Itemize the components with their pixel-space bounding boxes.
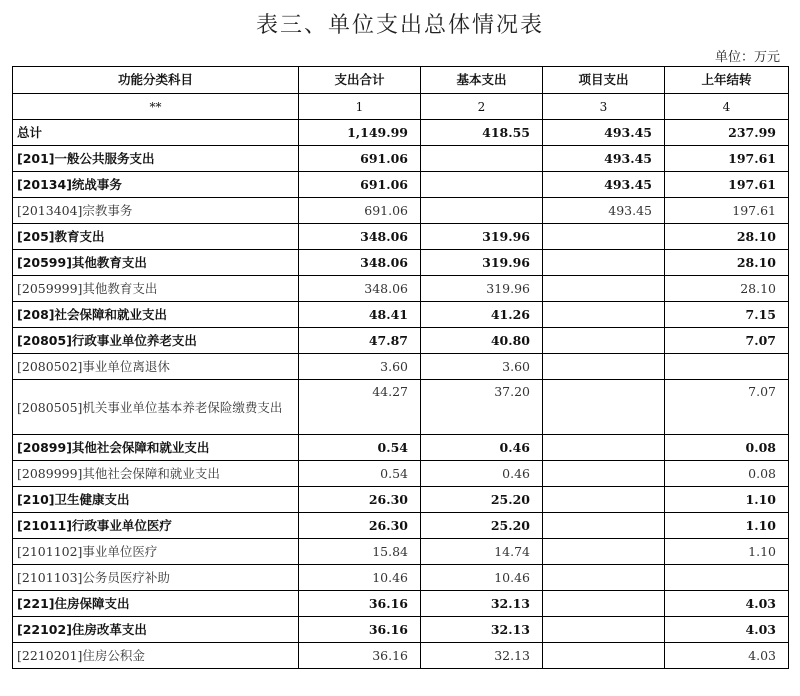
carryover-cell: 7.07 <box>665 380 789 435</box>
project-cell: 493.45 <box>543 120 665 146</box>
header-category: 功能分类科目 <box>13 67 299 94</box>
table-row <box>13 120 789 146</box>
table-row <box>13 539 789 565</box>
table-row <box>13 146 789 172</box>
carryover-cell <box>665 354 789 380</box>
category-cell: [201]一般公共服务支出 <box>13 146 299 172</box>
carryover-cell: 28.10 <box>665 276 789 302</box>
category-cell: [20134]统战事务 <box>13 172 299 198</box>
unit-label: 单位：万元 <box>714 50 780 65</box>
basic-cell: 319.96 <box>421 224 543 250</box>
carryover-cell: 197.61 <box>665 198 789 224</box>
total-cell: 44.27 <box>299 380 421 435</box>
table-row <box>13 224 789 250</box>
total-cell: 15.84 <box>299 539 421 565</box>
basic-cell: 418.55 <box>421 120 543 146</box>
table-row <box>13 302 789 328</box>
table-row <box>13 461 789 487</box>
category-cell: [2080505]机关事业单位基本养老保险缴费支出 <box>13 380 299 435</box>
basic-cell <box>421 146 543 172</box>
category-cell: [208]社会保障和就业支出 <box>13 302 299 328</box>
total-cell: 10.46 <box>299 565 421 591</box>
index-cell: 1 <box>299 94 421 120</box>
carryover-cell: 7.15 <box>665 302 789 328</box>
project-cell <box>543 224 665 250</box>
basic-cell <box>421 172 543 198</box>
table-row <box>13 435 789 461</box>
category-cell: [21011]行政事业单位医疗 <box>13 513 299 539</box>
table-row <box>13 565 789 591</box>
basic-cell: 25.20 <box>421 513 543 539</box>
basic-cell: 0.46 <box>421 461 543 487</box>
carryover-cell: 4.03 <box>665 591 789 617</box>
category-cell: [2059999]其他教育支出 <box>13 276 299 302</box>
carryover-cell <box>665 565 789 591</box>
total-cell: 0.54 <box>299 435 421 461</box>
category-cell: [2101103]公务员医疗补助 <box>13 565 299 591</box>
table-row <box>13 591 789 617</box>
table-row <box>13 354 789 380</box>
basic-cell: 37.20 <box>421 380 543 435</box>
header-row <box>13 67 789 94</box>
total-cell: 36.16 <box>299 643 421 669</box>
total-cell: 36.16 <box>299 591 421 617</box>
total-cell: 3.60 <box>299 354 421 380</box>
basic-cell: 32.13 <box>421 591 543 617</box>
project-cell <box>543 302 665 328</box>
project-cell <box>543 487 665 513</box>
project-cell: 493.45 <box>543 198 665 224</box>
table-body <box>13 120 789 669</box>
basic-cell: 25.20 <box>421 487 543 513</box>
total-cell: 48.41 <box>299 302 421 328</box>
table-row <box>13 250 789 276</box>
project-cell: 493.45 <box>543 146 665 172</box>
table-row <box>13 276 789 302</box>
total-cell: 47.87 <box>299 328 421 354</box>
index-cell: 4 <box>665 94 789 120</box>
category-cell: [205]教育支出 <box>13 224 299 250</box>
table-row <box>13 172 789 198</box>
carryover-cell: 1.10 <box>665 487 789 513</box>
header-carryover: 上年结转 <box>665 67 789 94</box>
index-cell: 3 <box>543 94 665 120</box>
category-cell: [20899]其他社会保障和就业支出 <box>13 435 299 461</box>
project-cell <box>543 354 665 380</box>
expenditure-table <box>12 66 789 669</box>
table-row <box>13 198 789 224</box>
project-cell: 493.45 <box>543 172 665 198</box>
category-cell: [221]住房保障支出 <box>13 591 299 617</box>
index-cell: ** <box>13 94 299 120</box>
table-row <box>13 487 789 513</box>
category-cell: [2089999]其他社会保障和就业支出 <box>13 461 299 487</box>
carryover-cell: 1.10 <box>665 539 789 565</box>
carryover-cell: 237.99 <box>665 120 789 146</box>
total-cell: 348.06 <box>299 276 421 302</box>
total-cell: 36.16 <box>299 617 421 643</box>
basic-cell: 41.26 <box>421 302 543 328</box>
basic-cell: 32.13 <box>421 643 543 669</box>
carryover-cell: 28.10 <box>665 224 789 250</box>
project-cell <box>543 565 665 591</box>
table-row <box>13 328 789 354</box>
project-cell <box>543 380 665 435</box>
page-title: 表三、单位支出总体情况表 <box>255 13 544 38</box>
header-basic: 基本支出 <box>421 67 543 94</box>
category-cell: [2101102]事业单位医疗 <box>13 539 299 565</box>
table-row <box>13 643 789 669</box>
project-cell <box>543 513 665 539</box>
category-cell: [210]卫生健康支出 <box>13 487 299 513</box>
project-cell <box>543 643 665 669</box>
category-cell: [22102]住房改革支出 <box>13 617 299 643</box>
project-cell <box>543 435 665 461</box>
total-cell: 348.06 <box>299 250 421 276</box>
table-row <box>13 617 789 643</box>
basic-cell <box>421 198 543 224</box>
carryover-cell: 4.03 <box>665 617 789 643</box>
carryover-cell: 4.03 <box>665 643 789 669</box>
basic-cell: 319.96 <box>421 276 543 302</box>
total-cell: 26.30 <box>299 513 421 539</box>
header-total: 支出合计 <box>299 67 421 94</box>
total-cell: 691.06 <box>299 172 421 198</box>
total-cell: 691.06 <box>299 198 421 224</box>
carryover-cell: 1.10 <box>665 513 789 539</box>
total-cell: 348.06 <box>299 224 421 250</box>
project-cell <box>543 276 665 302</box>
basic-cell: 32.13 <box>421 617 543 643</box>
category-cell: [2210201]住房公积金 <box>13 643 299 669</box>
carryover-cell: 28.10 <box>665 250 789 276</box>
project-cell <box>543 461 665 487</box>
table-row <box>13 513 789 539</box>
table-row <box>13 380 789 435</box>
basic-cell: 40.80 <box>421 328 543 354</box>
carryover-cell: 0.08 <box>665 435 789 461</box>
carryover-cell: 0.08 <box>665 461 789 487</box>
total-cell: 691.06 <box>299 146 421 172</box>
index-row <box>13 94 789 120</box>
category-cell: [2080502]事业单位离退休 <box>13 354 299 380</box>
project-cell <box>543 328 665 354</box>
category-cell: 总计 <box>13 120 299 146</box>
carryover-cell: 197.61 <box>665 172 789 198</box>
carryover-cell: 7.07 <box>665 328 789 354</box>
category-cell: [20599]其他教育支出 <box>13 250 299 276</box>
total-cell: 0.54 <box>299 461 421 487</box>
project-cell <box>543 539 665 565</box>
carryover-cell: 197.61 <box>665 146 789 172</box>
basic-cell: 10.46 <box>421 565 543 591</box>
category-cell: [2013404]宗教事务 <box>13 198 299 224</box>
basic-cell: 14.74 <box>421 539 543 565</box>
category-cell: [20805]行政事业单位养老支出 <box>13 328 299 354</box>
project-cell <box>543 591 665 617</box>
header-project: 项目支出 <box>543 67 665 94</box>
total-cell: 1,149.99 <box>299 120 421 146</box>
basic-cell: 3.60 <box>421 354 543 380</box>
basic-cell: 0.46 <box>421 435 543 461</box>
basic-cell: 319.96 <box>421 250 543 276</box>
project-cell <box>543 617 665 643</box>
project-cell <box>543 250 665 276</box>
total-cell: 26.30 <box>299 487 421 513</box>
index-cell: 2 <box>421 94 543 120</box>
